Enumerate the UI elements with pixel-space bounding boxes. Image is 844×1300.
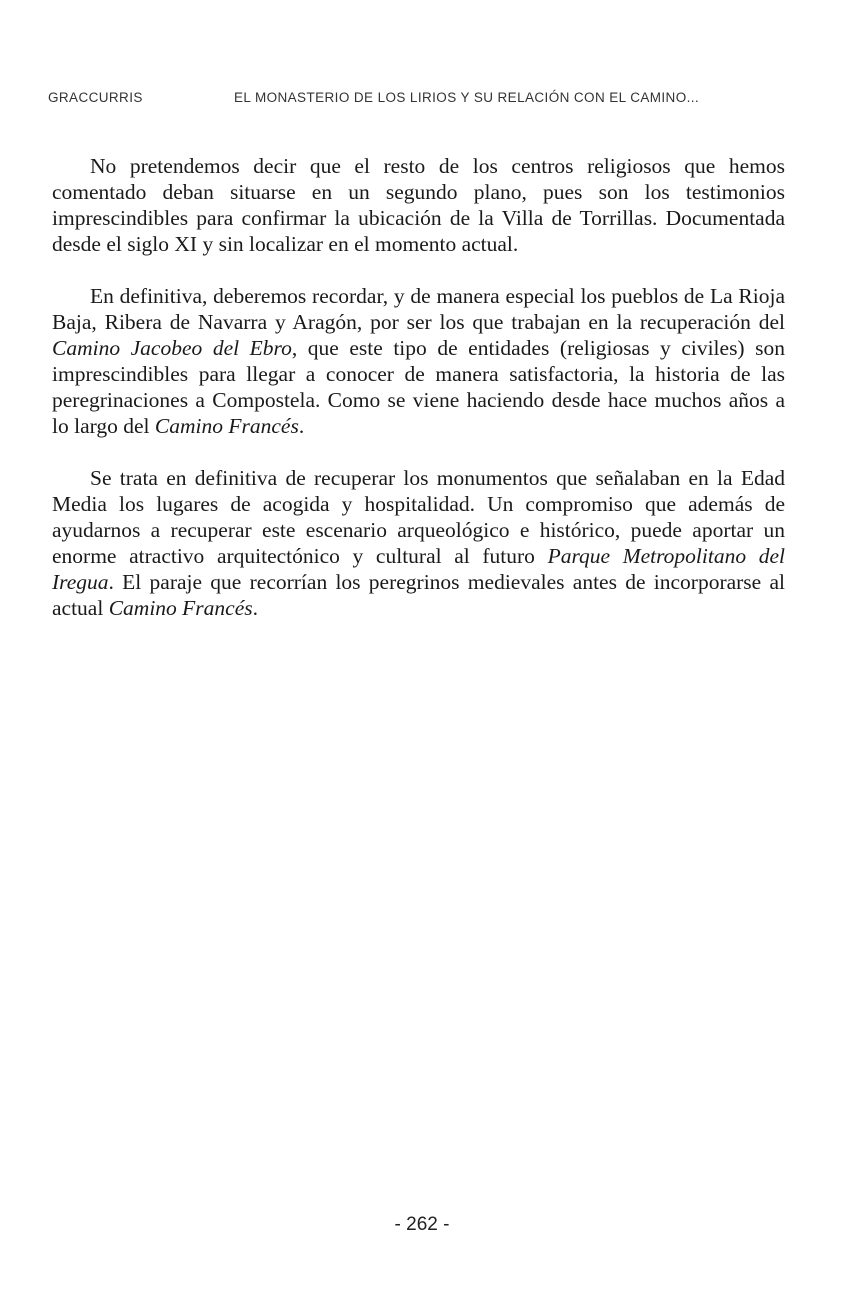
- text-segment: , que este tipo de entidades (religiosas y civiles) son imprescindibles para llegar a conocer de manera satisfactoria, la historia de las peregrinaciones a Compostela. Como se viene haciendo desde hace muchos años a lo largo del: [52, 336, 786, 438]
- text-segment: No pretendemos decir que el resto de los centros religiosos que hemos comentado deban situarse en un segundo plano, pues son los testimonios imprescindibles para confirmar la ubicación de la Villa de Torrillas. Documentada desde el siglo XI y sin localizar en el momento actual.: [52, 154, 785, 256]
- italic-title: Parque Metropolitano del Iregua: [52, 544, 786, 594]
- body-text: [52, 153, 785, 647]
- text-segment: Se trata en definitiva de recuperar los monumentos que señalaban en la Edad Media los lugares de acogida y hospitalidad. Un compromiso que además de ayudarnos a recuperar este escenario arqueológico e histórico, puede aportar un enorme atractivo arquitectónico y cultural al futuro: [52, 466, 785, 568]
- article-running-title: EL MONASTERIO DE LOS LIRIOS Y SU RELACIÓN CON EL CAMINO...: [234, 90, 700, 105]
- italic-title: Camino Francés: [108, 596, 253, 620]
- text-segment: .: [298, 414, 305, 438]
- paragraph: [52, 153, 785, 257]
- italic-title: Camino Jacobeo del Ebro: [52, 336, 292, 360]
- paragraph: [52, 283, 785, 439]
- italic-title: Camino Francés: [154, 414, 299, 438]
- page-number: - 262 -: [394, 1214, 450, 1235]
- text-segment: .: [252, 596, 258, 620]
- text-segment: En definitiva, deberemos recordar, y de manera especial los pueblos de La Rioja Baja, Ribera de Navarra y Aragón, por ser los que trabajan en la recuperación del: [52, 284, 785, 334]
- paragraph: [52, 465, 785, 621]
- journal-name: GRACCURRIS: [48, 90, 143, 105]
- text-segment: . El paraje que recorrían los peregrinos medievales antes de incorporarse al actual: [52, 570, 785, 620]
- running-header: [48, 90, 796, 110]
